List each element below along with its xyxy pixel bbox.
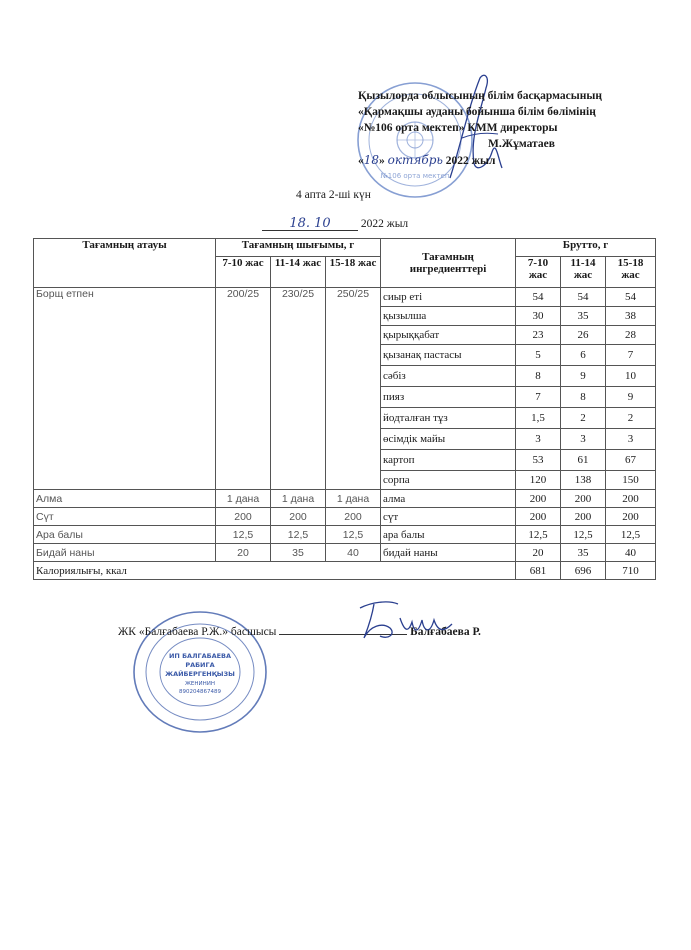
gross-age2: 200 (561, 490, 606, 508)
approval-date-open: « (358, 155, 364, 167)
gross-age1: 30 (516, 307, 561, 326)
gross-age2: 3 (561, 429, 606, 450)
table-row (34, 288, 656, 307)
ingredient-name: картоп (381, 450, 516, 471)
header-output-age3: 15-18 жас (326, 257, 381, 288)
school-seal-text: №106 орта мектеп (380, 172, 450, 180)
gross-age3: 7 (606, 345, 656, 366)
gross-age1: 120 (516, 471, 561, 490)
table-row (34, 508, 656, 526)
gross-age2: 9 (561, 366, 606, 387)
menu-date-handwritten: 18. 10 (262, 218, 358, 231)
ingredient-name: өсімдік майы (381, 429, 516, 450)
gross-age2: 12,5 (561, 526, 606, 544)
gross-age2: 26 (561, 326, 606, 345)
gross-age3: 150 (606, 471, 656, 490)
approval-line-1: Қызылорда облысының білім басқармасының (358, 90, 602, 102)
dish-name: Бидай наны (34, 544, 216, 562)
dish-name: Сүт (34, 508, 216, 526)
header-ingredients: Тағамның ингредиенттері (381, 239, 516, 288)
gross-age3: 67 (606, 450, 656, 471)
ingredient-name: сиыр еті (381, 288, 516, 307)
header-gross-age1: 7-10 жас (516, 257, 561, 288)
dish-output-age3: 200 (326, 508, 381, 526)
dish-name: Борщ етпен (34, 288, 216, 490)
gross-age1: 3 (516, 429, 561, 450)
gross-age2: 8 (561, 387, 606, 408)
header-dish-name: Тағамның атауы (34, 239, 216, 288)
dish-output-age2: 200 (271, 508, 326, 526)
dish-output-age1: 200/25 (216, 288, 271, 490)
gross-age1: 53 (516, 450, 561, 471)
dish-output-age1: 200 (216, 508, 271, 526)
header-output-age2: 11-14 жас (271, 257, 326, 288)
approval-block (358, 88, 678, 169)
ip-seal-line-4: ЖЕНИНИН (184, 681, 216, 687)
dish-output-age1: 20 (216, 544, 271, 562)
gross-age1: 12,5 (516, 526, 561, 544)
ingredient-name: сәбіз (381, 366, 516, 387)
gross-age1: 54 (516, 288, 561, 307)
ingredient-name: сүт (381, 508, 516, 526)
menu-date-line (262, 218, 408, 231)
gross-age1: 200 (516, 508, 561, 526)
ip-seal-line-1: ИП БАЛГАБАЕВА (168, 652, 232, 660)
ingredient-name: қызанақ пастасы (381, 345, 516, 366)
calories-row (34, 562, 656, 580)
gross-age2: 138 (561, 471, 606, 490)
gross-age2: 35 (561, 544, 606, 562)
gross-age3: 200 (606, 490, 656, 508)
dish-output-age2: 12,5 (271, 526, 326, 544)
gross-age1: 7 (516, 387, 561, 408)
gross-age1: 23 (516, 326, 561, 345)
gross-age3: 54 (606, 288, 656, 307)
header-output: Тағамның шығымы, г (216, 239, 381, 257)
gross-age2: 200 (561, 508, 606, 526)
gross-age3: 9 (606, 387, 656, 408)
signer-prefix: ЖК «Балғабаева Р.Ж.» басшысы (118, 626, 277, 638)
table-row (34, 490, 656, 508)
gross-age2: 2 (561, 408, 606, 429)
signer-name: Балғабаева Р. (410, 626, 481, 638)
ingredient-name: сорпа (381, 471, 516, 490)
gross-age3: 28 (606, 326, 656, 345)
gross-age2: 54 (561, 288, 606, 307)
approval-line-3: «№106 орта мектеп» КММ директоры (358, 122, 558, 134)
week-day-label: 4 апта 2-ші күн (296, 189, 371, 201)
calories-age3: 710 (606, 562, 656, 580)
gross-age3: 10 (606, 366, 656, 387)
dish-output-age3: 250/25 (326, 288, 381, 490)
approval-date (358, 152, 678, 169)
ingredient-name: пияз (381, 387, 516, 408)
dish-output-age1: 12,5 (216, 526, 271, 544)
calories-label: Калориялығы, ккал (34, 562, 516, 580)
dish-output-age2: 1 дана (271, 490, 326, 508)
approval-line-2: «Қармақшы ауданы бойынша білім бөлімінің (358, 106, 596, 118)
dish-output-age3: 1 дана (326, 490, 381, 508)
gross-age3: 2 (606, 408, 656, 429)
gross-age3: 40 (606, 544, 656, 562)
table-row (34, 526, 656, 544)
ip-seal-line-5: 890204867489 (179, 689, 221, 695)
calories-age2: 696 (561, 562, 606, 580)
ingredient-name: алма (381, 490, 516, 508)
header-output-age1: 7-10 жас (216, 257, 271, 288)
gross-age1: 200 (516, 490, 561, 508)
gross-age3: 3 (606, 429, 656, 450)
header-gross-age3: 15-18 жас (606, 257, 656, 288)
ingredient-name: қырыққабат (381, 326, 516, 345)
table-row (34, 544, 656, 562)
gross-age1: 20 (516, 544, 561, 562)
approval-date-mid: » (379, 155, 385, 167)
dish-output-age3: 40 (326, 544, 381, 562)
ip-seal-line-2: РАБИГА (185, 661, 215, 669)
approval-date-month: октябрь (387, 153, 443, 167)
dish-name: Алма (34, 490, 216, 508)
ingredient-name: йодталған тұз (381, 408, 516, 429)
dish-output-age2: 230/25 (271, 288, 326, 490)
gross-age2: 61 (561, 450, 606, 471)
dish-name: Ара балы (34, 526, 216, 544)
ingredient-name: бидай наны (381, 544, 516, 562)
gross-age1: 8 (516, 366, 561, 387)
calories-age1: 681 (516, 562, 561, 580)
ingredient-name: ара балы (381, 526, 516, 544)
dish-output-age1: 1 дана (216, 490, 271, 508)
gross-age1: 1,5 (516, 408, 561, 429)
gross-age3: 38 (606, 307, 656, 326)
director-name: М.Жұматаев (488, 138, 555, 150)
dish-output-age3: 12,5 (326, 526, 381, 544)
header-gross: Брутто, г (516, 239, 656, 257)
header-gross-age2: 11-14 жас (561, 257, 606, 288)
gross-age2: 35 (561, 307, 606, 326)
approval-date-year: 2022 жыл (445, 155, 496, 167)
signer-signature (352, 596, 462, 644)
gross-age1: 5 (516, 345, 561, 366)
menu-date-year: 2022 жыл (360, 218, 409, 230)
ingredient-name: қызылша (381, 307, 516, 326)
dish-output-age2: 35 (271, 544, 326, 562)
menu-table (33, 238, 656, 580)
gross-age2: 6 (561, 345, 606, 366)
gross-age3: 200 (606, 508, 656, 526)
gross-age3: 12,5 (606, 526, 656, 544)
approval-date-day: 18 (363, 153, 380, 167)
ip-seal-line-3: ЖАЙБЕРГЕНҚЫЗЫ (165, 670, 235, 678)
